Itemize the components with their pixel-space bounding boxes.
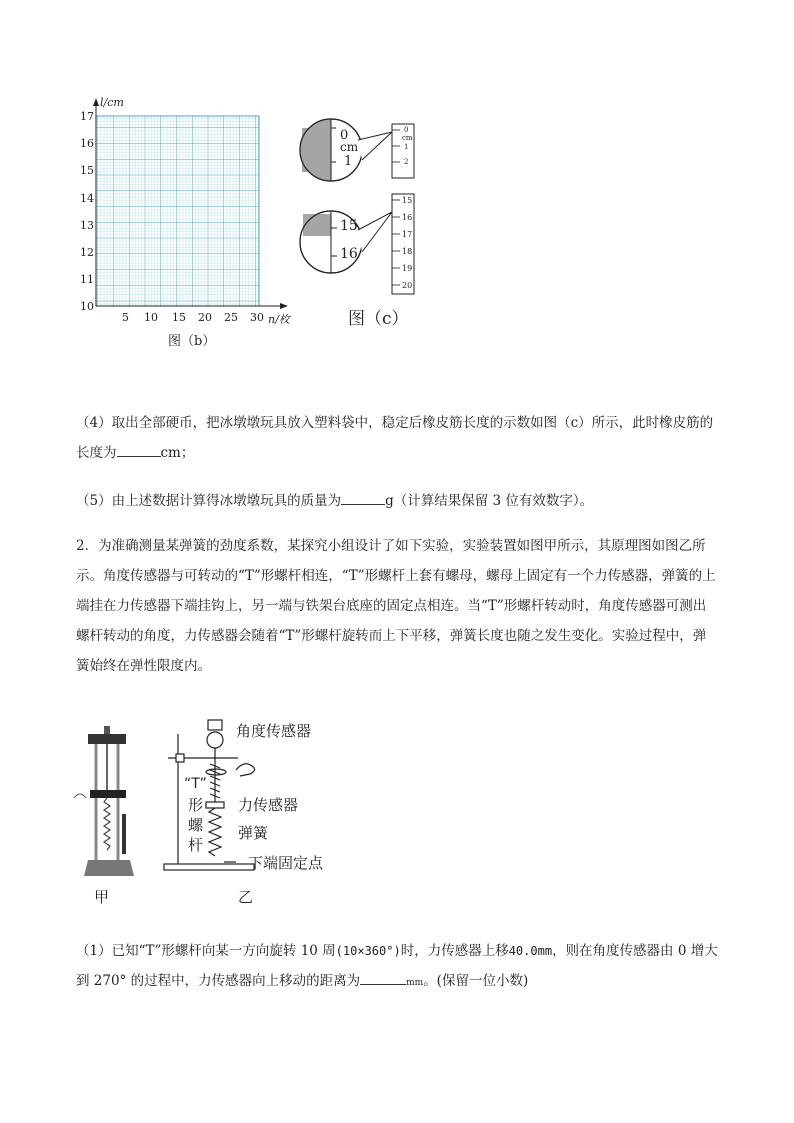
figure-c [296, 110, 426, 330]
question-4-line1: （4）取出全部硬币，把冰墩墩玩具放入塑料袋中，稳定后橡皮筋长度的示数如图（c）所示，此时橡皮筋的 [76, 415, 714, 431]
label-spring: 弹簧 [238, 824, 269, 842]
x-tick: 30 [250, 311, 264, 324]
top-ruler-label: 1 [404, 143, 409, 151]
question-1 [76, 936, 724, 998]
label-yi: 乙 [238, 888, 254, 906]
label-t-rod: 杆 [188, 836, 204, 854]
y-axis-label: l/cm [100, 96, 124, 109]
answer-blank-length[interactable] [117, 442, 161, 457]
top-ruler-label: 0 [404, 126, 409, 134]
label-t-quote: “T” [184, 776, 207, 792]
label-t-screw: 螺 [188, 816, 204, 834]
problem-2-line: 端挂在力传感器下端挂钩上，另一端与铁架台底座的固定点相连。当“T”形螺杆转动时，角度传感器可测出 [76, 598, 707, 614]
grid-area [96, 116, 259, 306]
bottom-callout [358, 212, 392, 252]
question-5-suffix: g（计算结果保留 3 位有效数字）。 [385, 493, 594, 509]
question-1-text-c: ，则在角度传感器由 0 增大 [552, 943, 718, 959]
apparatus-jia-drawing [74, 726, 134, 876]
question-5 [76, 486, 724, 516]
x-axis-label: n/枚 [268, 313, 290, 326]
figure-b [66, 96, 306, 352]
question-4-unit: cm； [160, 445, 195, 461]
label-force-sensor: 力传感器 [238, 796, 299, 814]
y-tick: 10 [80, 300, 94, 314]
bottom-zoom-label: 16 [340, 246, 358, 262]
bottom-ruler-label: 19 [402, 264, 413, 273]
answer-blank-mass[interactable] [341, 490, 385, 505]
top-zoom-shade-rect [302, 128, 331, 172]
x-tick: 10 [144, 311, 158, 324]
question-1-line2-prefix: 到 270° 的过程中，力传感器向上移动的距离为 [76, 973, 361, 989]
question-4-line2 [76, 438, 724, 468]
question-1-line2 [76, 966, 724, 998]
y-tick: 12 [80, 245, 94, 259]
top-ruler-label: 2 [404, 158, 409, 166]
question-1-line1 [76, 936, 724, 966]
y-axis-arrow [93, 98, 99, 106]
y-tick: 17 [80, 110, 94, 123]
label-jia: 甲 [94, 888, 110, 906]
y-tick: 16 [80, 137, 94, 151]
y-tick: 13 [80, 218, 94, 232]
top-zoom-label: cm [340, 140, 359, 154]
question-1-text-a: （1）已知“T”形螺杆向某一方向旋转 10 周 [76, 943, 336, 959]
y-tick: 14 [80, 191, 94, 205]
bottom-ruler [392, 194, 414, 294]
problem-2-line: 簧始终在弹性限度内。 [76, 658, 211, 674]
label-fixed-point: 下端固定点 [248, 854, 324, 872]
bottom-ruler-label: 15 [402, 196, 413, 205]
bottom-ruler-label: 18 [402, 247, 413, 256]
label-angle-sensor: 角度传感器 [236, 722, 312, 740]
bottom-ruler-label: 17 [402, 230, 413, 239]
question-1-line2-suffix: 。(保留一位小数) [423, 973, 529, 989]
label-t-shape: 形 [188, 796, 204, 814]
top-zoom-label: 1 [344, 154, 353, 169]
problem-2-line: 螺杆转动的角度，力传感器会随着“T”形螺杆旋转而上下平移，弹簧长度也随之发生变化。实验过程中，弹 [76, 628, 707, 644]
top-callout [358, 132, 392, 160]
bottom-zoom-shade [303, 214, 331, 236]
x-tick: 20 [198, 311, 212, 324]
bottom-ruler-label: 16 [402, 213, 413, 222]
bottom-zoom-label: 15 [340, 218, 358, 234]
figure-c-caption: 图（c） [348, 309, 409, 329]
question-1-text-b: 时，力传感器上移 [400, 943, 509, 959]
problem-2 [76, 531, 724, 681]
bottom-ruler-label: 20 [402, 281, 413, 290]
top-zoom-label: 0 [340, 128, 349, 143]
top-ruler-label: cm [402, 134, 413, 142]
figure-apparatus [60, 714, 360, 910]
y-tick: 11 [80, 273, 94, 287]
question-5-prefix: （5）由上述数据计算得冰墩墩玩具的质量为 [76, 493, 342, 509]
problem-2-line: 示。角度传感器与可转动的“T”形螺杆相连，“T”形螺杆上套有螺母，螺母上固定有一个力传感器，弹簧的上 [76, 568, 716, 584]
question-1-value: 40.0mm [508, 944, 553, 958]
y-tick-labels [74, 110, 94, 328]
x-tick: 25 [224, 311, 238, 324]
top-ruler [392, 124, 414, 178]
answer-blank-distance[interactable] [360, 970, 406, 985]
y-tick: 15 [80, 164, 94, 178]
question-4 [76, 408, 724, 468]
figure-apparatus-svg [60, 714, 360, 910]
figure-b-caption: 图（b） [168, 334, 216, 349]
question-4-prefix: 长度为 [76, 445, 117, 461]
question-1-formula: (10×360°) [335, 944, 401, 958]
question-1-unit: mm [406, 978, 424, 988]
problem-2-line: 2．为准确测量某弹簧的劲度系数，某探究小组设计了如下实验，实验装置如图甲所示，其原理图如图乙所 [76, 538, 706, 554]
x-tick: 15 [172, 311, 186, 324]
x-axis-arrow [280, 303, 288, 309]
x-tick: 5 [122, 311, 129, 324]
